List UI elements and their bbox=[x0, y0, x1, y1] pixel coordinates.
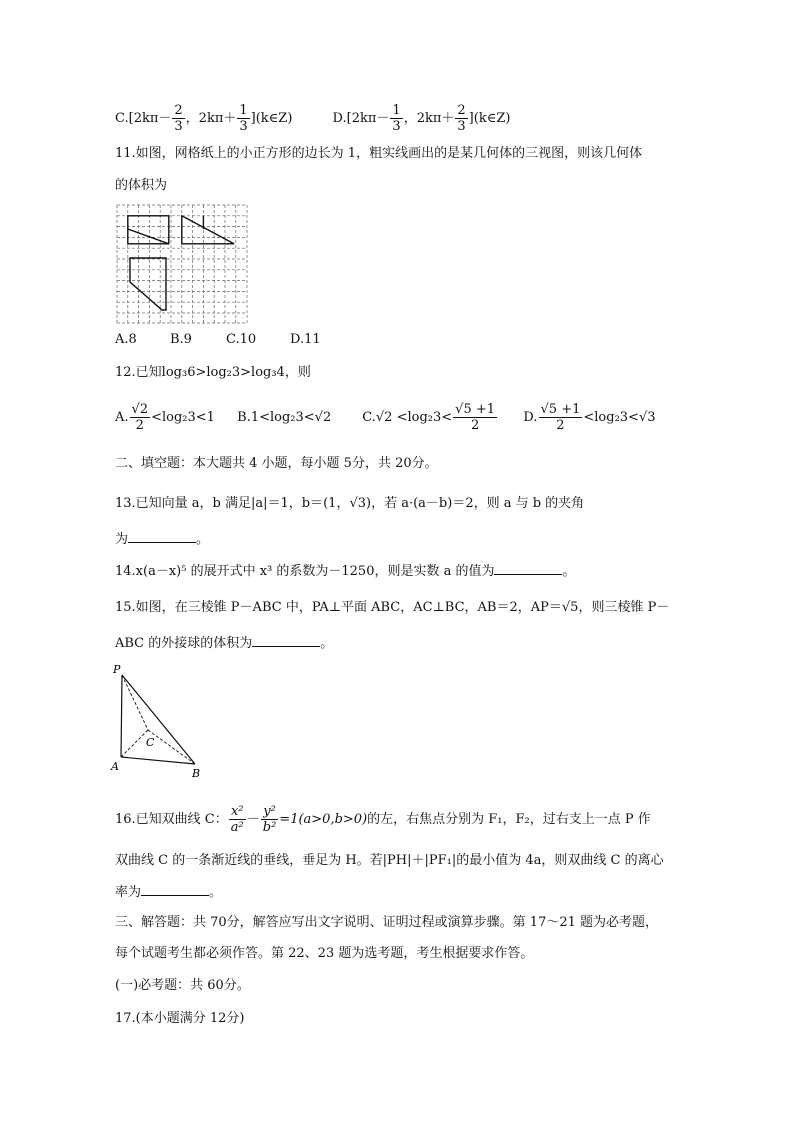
q12-c-pre: C.√2 <log₂3< bbox=[362, 410, 453, 425]
q15-line2-pre: ABC 的外接球的体积为 bbox=[115, 636, 253, 651]
q12-a-label: A. bbox=[115, 410, 129, 425]
q15-line2-post: 。 bbox=[320, 636, 334, 651]
q15-line1: 15.如图，在三棱锥 P－ABC 中，PA⊥平面 ABC，AC⊥BC，AB＝2，AP＝√5，则三棱锥 P－ bbox=[115, 600, 670, 615]
fraction bbox=[237, 103, 249, 134]
section-3-line1: 三、解答题：共 70分，解答应写出文字说明、证明过程或演算步骤。第 17～21 题为必考题， bbox=[115, 915, 659, 930]
q12-option-a bbox=[115, 402, 233, 433]
q13-line1: 13.已知向量 a，b 满足|a|＝1，b＝(1，√3)，若 a·(a－b)＝2，则 a 与 b 的夹角 bbox=[115, 496, 585, 511]
q11-option-a: A.8 bbox=[115, 332, 137, 347]
q15-answer-blank[interactable] bbox=[252, 634, 320, 647]
q10-c-end: ](k∈Z) bbox=[250, 111, 293, 126]
q16-post: 的左，右焦点分别为 F₁，F₂，过右支上一点 P 作 bbox=[367, 812, 651, 827]
q16-line2: 双曲线 C 的一条渐近线的垂线，垂足为 H。若|PH|＋|PF₁|的最小值为 4a，则双曲线 C 的离心 bbox=[115, 853, 664, 868]
q16-line3-post: 。 bbox=[209, 885, 223, 900]
denominator: 3 bbox=[457, 119, 466, 134]
denominator: 2 bbox=[470, 418, 480, 433]
q10-c-mid: ，2kπ＋ bbox=[185, 111, 237, 126]
fraction bbox=[229, 804, 246, 835]
fraction bbox=[455, 103, 467, 134]
numerator: √2 bbox=[131, 402, 149, 417]
denominator: 2 bbox=[135, 418, 144, 433]
q12-d-label: D. bbox=[523, 410, 538, 425]
section-3-line2: 每个试题考生都必须作答。第 22、23 题为选考题，考生根据要求作答。 bbox=[115, 946, 534, 961]
q10-options bbox=[115, 103, 510, 134]
q13-line2-post: 。 bbox=[196, 532, 210, 547]
q17-heading: 17.(本小题满分 12分) bbox=[115, 1011, 245, 1026]
label-c: C bbox=[146, 736, 155, 749]
q11-option-d: D.11 bbox=[290, 332, 321, 347]
q11-options bbox=[115, 331, 321, 349]
q12-option-d bbox=[523, 402, 655, 433]
numerator: y² bbox=[261, 804, 279, 820]
q16-line3 bbox=[115, 883, 222, 902]
q12-stem: 12.已知log₃6>log₂3>log₃4，则 bbox=[115, 365, 311, 380]
numerator: x² bbox=[229, 804, 246, 820]
fraction bbox=[261, 804, 279, 835]
q12-options bbox=[115, 402, 656, 433]
label-p: P bbox=[113, 663, 121, 676]
q13-answer-blank[interactable] bbox=[128, 530, 196, 543]
fraction bbox=[539, 402, 583, 433]
q10-option-c bbox=[115, 103, 292, 134]
label-a: A bbox=[111, 760, 119, 773]
q10-c-label: C.[2kπ－ bbox=[115, 111, 172, 126]
q16-pre: 16.已知双曲线 C： bbox=[115, 812, 228, 827]
q12-option-c bbox=[362, 402, 519, 433]
q12-d-post: <log₂3<√3 bbox=[583, 410, 656, 425]
q11-option-b: B.9 bbox=[170, 332, 192, 347]
tetrahedron-figure bbox=[108, 660, 208, 780]
q16-eq-rest: =1(a>0,b>0) bbox=[279, 812, 368, 827]
q11-line2: 的体积为 bbox=[115, 178, 168, 193]
fraction bbox=[172, 103, 184, 134]
denominator: b² bbox=[262, 820, 277, 835]
q13-line2 bbox=[115, 530, 209, 549]
label-b: B bbox=[192, 767, 201, 780]
denominator: 3 bbox=[392, 119, 401, 134]
numerator: 2 bbox=[457, 103, 466, 118]
numerator: √5 +1 bbox=[540, 402, 581, 417]
q13-line2-pre: 为 bbox=[115, 532, 129, 547]
q16-answer-blank[interactable] bbox=[141, 883, 209, 896]
q12-option-b: B.1<log₂3<√2 bbox=[237, 410, 332, 425]
fraction bbox=[390, 103, 402, 134]
q10-d-mid: ，2kπ＋ bbox=[403, 111, 455, 126]
denominator: a² bbox=[230, 820, 244, 835]
q11-line1: 11.如图，网格纸上的小正方形的边长为 1，粗实线画出的是某几何体的三视图，则该几何体 bbox=[115, 146, 643, 161]
fraction bbox=[130, 402, 151, 433]
q10-d-label: D.[2kπ－ bbox=[332, 111, 390, 126]
section-2-heading: 二、填空题：本大题共 4 小题，每小题 5分，共 20分。 bbox=[115, 456, 438, 471]
q14-post: 。 bbox=[562, 564, 576, 579]
q11-option-c: C.10 bbox=[226, 332, 257, 347]
numerator: 1 bbox=[239, 103, 248, 118]
denominator: 3 bbox=[239, 119, 248, 134]
q14-stem: 14.x(a－x)⁵ 的展开式中 x³ 的系数为－1250，则是实数 a 的值为 bbox=[115, 564, 495, 579]
q10-d-end: ](k∈Z) bbox=[468, 111, 511, 126]
q15-line2 bbox=[115, 634, 333, 653]
q16-line3-pre: 率为 bbox=[115, 885, 142, 900]
view-outlines bbox=[128, 216, 234, 310]
q12-a-post: <log₂3<1 bbox=[151, 410, 215, 425]
fraction bbox=[453, 402, 497, 433]
q16-line1: 16.已知双曲线 C： $\frac{\text{x²}}{\text{a²}}$ － $\frac{\text{y²}}{\text{b²}}$ =1(a>0,b>0)的左，右焦点分别为 F₁，F₂，过右支上一点 P 作 bbox=[115, 804, 651, 835]
denominator: 2 bbox=[556, 418, 565, 433]
q14 bbox=[115, 562, 576, 581]
q10-option-d bbox=[333, 103, 511, 134]
required-section-heading: (一)必考题：共 60分。 bbox=[115, 978, 250, 993]
q14-answer-blank[interactable] bbox=[494, 562, 562, 575]
denominator: 3 bbox=[174, 119, 183, 134]
three-view-grid-figure bbox=[115, 203, 249, 325]
numerator: 1 bbox=[392, 103, 401, 118]
numerator: 2 bbox=[174, 103, 183, 118]
numerator: √5 +1 bbox=[455, 402, 496, 417]
